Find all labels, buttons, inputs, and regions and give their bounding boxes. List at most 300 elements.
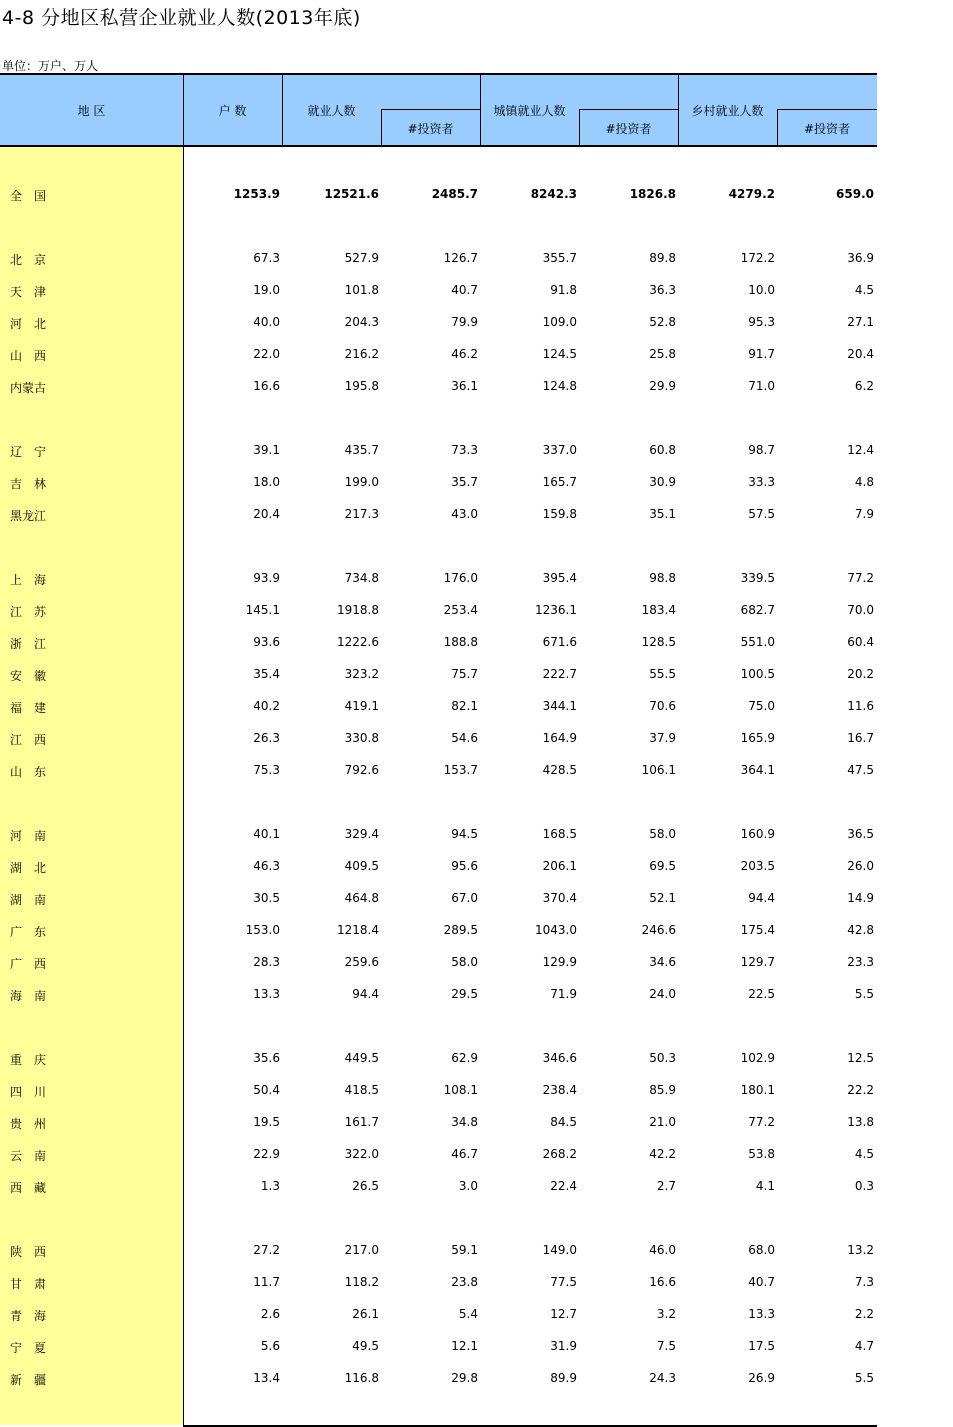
data-table [0,73,877,1427]
table-cell: 337.0 [542,443,577,457]
table-cell: 49.5 [352,1339,379,1353]
region-name: 甘 肃 [10,1277,47,1291]
region-name: 山 东 [10,765,47,779]
table-cell: 268.2 [542,1147,577,1161]
table-cell: 253.4 [443,603,478,617]
table-cell: 5.5 [854,987,874,1001]
region-name: 全 国 [10,189,47,203]
table-cell: 68.0 [748,1243,775,1257]
table-cell: 792.6 [344,763,379,777]
table-cell: 2485.7 [431,187,478,201]
table-cell: 435.7 [344,443,379,457]
table-row [0,248,877,268]
table-cell: 52.8 [649,315,676,329]
header-households: 户 数 [218,104,247,118]
subheader-line-3 [777,109,877,110]
table-cell: 364.1 [740,763,775,777]
table-cell: 93.6 [253,635,280,649]
table-cell: 7.3 [854,1275,874,1289]
table-cell: 16.6 [253,379,280,393]
table-cell: 153.7 [443,763,478,777]
table-cell: 175.4 [740,923,775,937]
table-cell: 67.0 [451,891,478,905]
table-row [0,1272,877,1292]
region-name: 浙 江 [10,637,47,651]
table-cell: 18.0 [253,475,280,489]
table-cell: 59.1 [451,1243,478,1257]
table-cell: 77.5 [550,1275,577,1289]
table-cell: 77.2 [847,571,874,585]
table-cell: 19.5 [253,1115,280,1129]
table-cell: 13.8 [847,1115,874,1129]
table-cell: 77.2 [748,1115,775,1129]
table-cell: 100.5 [740,667,775,681]
col-divider-3 [480,73,481,147]
table-cell: 4.8 [854,475,874,489]
region-column-background [0,147,183,1425]
table-cell: 94.5 [451,827,478,841]
table-cell: 42.2 [649,1147,676,1161]
table-cell: 164.9 [542,731,577,745]
table-cell: 206.1 [542,859,577,873]
table-row [0,760,877,780]
region-name: 新 疆 [10,1373,47,1387]
table-cell: 98.8 [649,571,676,585]
table-cell: 259.6 [344,955,379,969]
table-cell: 53.8 [748,1147,775,1161]
table-cell: 1918.8 [337,603,379,617]
table-cell: 36.3 [649,283,676,297]
col-divider-1 [282,73,283,147]
table-cell: 20.4 [253,507,280,521]
table-cell: 0.3 [854,1179,874,1193]
table-cell: 355.7 [542,251,577,265]
table-cell: 1.3 [260,1179,280,1193]
table-row [0,1144,877,1164]
table-cell: 79.9 [451,315,478,329]
table-row [0,824,877,844]
table-cell: 2.2 [854,1307,874,1321]
table-cell: 1218.4 [337,923,379,937]
table-cell: 222.7 [542,667,577,681]
table-cell: 69.5 [649,859,676,873]
table-cell: 46.2 [451,347,478,361]
table-cell: 13.3 [748,1307,775,1321]
header-employed: 就业人数 [307,104,356,118]
table-cell: 118.2 [344,1275,379,1289]
table-row [0,920,877,940]
table-row [0,1304,877,1324]
table-cell: 203.5 [740,859,775,873]
table-cell: 6.2 [854,379,874,393]
table-cell: 71.0 [748,379,775,393]
header-employed-investors: #投资者 [407,122,454,136]
table-row [0,728,877,748]
region-name: 黑龙江 [10,509,47,523]
table-cell: 1043.0 [535,923,577,937]
table-cell: 13.2 [847,1243,874,1257]
unit-note: 单位：万户、万人 [2,59,99,73]
table-cell: 395.4 [542,571,577,585]
region-name: 西 藏 [10,1181,47,1195]
table-cell: 30.5 [253,891,280,905]
table-cell: 75.7 [451,667,478,681]
table-cell: 22.2 [847,1083,874,1097]
table-cell: 323.2 [344,667,379,681]
table-row [0,376,877,396]
table-cell: 109.0 [542,315,577,329]
table-cell: 188.8 [443,635,478,649]
col-divider-2 [381,109,382,147]
table-cell: 1253.9 [233,187,280,201]
col-divider-6 [777,109,778,147]
table-row [0,312,877,332]
table-cell: 31.9 [550,1339,577,1353]
table-row [0,632,877,652]
table-cell: 13.3 [253,987,280,1001]
table-cell: 22.5 [748,987,775,1001]
table-cell: 36.1 [451,379,478,393]
col-divider-4 [579,109,580,147]
header-rural: 乡村就业人数 [691,104,764,118]
col-divider-5 [678,73,679,147]
table-cell: 70.0 [847,603,874,617]
region-name: 云 南 [10,1149,47,1163]
table-cell: 13.4 [253,1371,280,1385]
table-cell: 26.1 [352,1307,379,1321]
region-name: 安 徽 [10,669,47,683]
table-cell: 94.4 [352,987,379,1001]
table-cell: 91.7 [748,347,775,361]
table-cell: 659.0 [836,187,874,201]
table-cell: 58.0 [649,827,676,841]
top-border [0,73,877,75]
table-cell: 39.1 [253,443,280,457]
table-row [0,568,877,588]
table-cell: 124.8 [542,379,577,393]
table-cell: 12.5 [847,1051,874,1065]
table-cell: 176.0 [443,571,478,585]
table-cell: 91.8 [550,283,577,297]
table-cell: 149.0 [542,1243,577,1257]
table-cell: 124.5 [542,347,577,361]
table-cell: 34.8 [451,1115,478,1129]
table-cell: 5.4 [458,1307,478,1321]
table-cell: 160.9 [740,827,775,841]
table-cell: 409.5 [344,859,379,873]
table-cell: 71.9 [550,987,577,1001]
table-cell: 60.4 [847,635,874,649]
table-cell: 346.6 [542,1051,577,1065]
table-cell: 168.5 [542,827,577,841]
table-cell: 195.8 [344,379,379,393]
region-name: 贵 州 [10,1117,47,1131]
table-cell: 3.0 [458,1179,478,1193]
table-row [0,1080,877,1100]
table-cell: 671.6 [542,635,577,649]
table-cell: 85.9 [649,1083,676,1097]
table-cell: 10.0 [748,283,775,297]
region-name: 海 南 [10,989,47,1003]
table-cell: 50.4 [253,1083,280,1097]
table-cell: 153.0 [245,923,280,937]
table-cell: 19.0 [253,283,280,297]
table-cell: 7.9 [854,507,874,521]
region-name: 内蒙古 [10,381,47,395]
table-cell: 22.0 [253,347,280,361]
table-cell: 24.3 [649,1371,676,1385]
table-cell: 101.8 [344,283,379,297]
table-cell: 26.3 [253,731,280,745]
table-cell: 73.3 [451,443,478,457]
table-cell: 89.9 [550,1371,577,1385]
region-name: 河 北 [10,317,47,331]
table-row [0,280,877,300]
table-cell: 67.3 [253,251,280,265]
table-cell: 449.5 [344,1051,379,1065]
header-bottom-border [0,145,877,147]
page-title: 4-8 分地区私营企业就业人数(2013年底) [2,7,361,29]
table-cell: 60.8 [649,443,676,457]
table-cell: 50.3 [649,1051,676,1065]
table-cell: 55.5 [649,667,676,681]
table-cell: 84.5 [550,1115,577,1129]
table-cell: 12.4 [847,443,874,457]
table-cell: 161.7 [344,1115,379,1129]
table-cell: 159.8 [542,507,577,521]
table-cell: 40.1 [253,827,280,841]
region-name: 福 建 [10,701,47,715]
table-cell: 52.1 [649,891,676,905]
table-cell: 126.7 [443,251,478,265]
table-cell: 5.6 [260,1339,280,1353]
region-name: 四 川 [10,1085,47,1099]
table-cell: 12521.6 [324,187,379,201]
table-row [0,1048,877,1068]
table-cell: 98.7 [748,443,775,457]
table-cell: 217.3 [344,507,379,521]
table-cell: 29.9 [649,379,676,393]
table-cell: 8242.3 [530,187,577,201]
table-cell: 40.7 [451,283,478,297]
table-cell: 3.2 [656,1307,676,1321]
table-cell: 418.5 [344,1083,379,1097]
table-cell: 180.1 [740,1083,775,1097]
table-cell: 40.0 [253,315,280,329]
table-cell: 46.7 [451,1147,478,1161]
table-cell: 70.6 [649,699,676,713]
table-cell: 95.6 [451,859,478,873]
table-row [0,1112,877,1132]
table-cell: 95.3 [748,315,775,329]
table-cell: 322.0 [344,1147,379,1161]
table-cell: 246.6 [641,923,676,937]
table-cell: 145.1 [245,603,280,617]
table-row [0,1176,877,1196]
table-row [0,952,877,972]
table-cell: 216.2 [344,347,379,361]
region-name: 吉 林 [10,477,47,491]
table-cell: 27.2 [253,1243,280,1257]
col-divider-region [183,73,184,1427]
table-cell: 93.9 [253,571,280,585]
table-row [0,344,877,364]
table-cell: 62.9 [451,1051,478,1065]
table-cell: 20.2 [847,667,874,681]
table-row [0,440,877,460]
table-cell: 34.6 [649,955,676,969]
table-cell: 204.3 [344,315,379,329]
table-cell: 28.3 [253,955,280,969]
table-cell: 4279.2 [728,187,775,201]
region-name: 宁 夏 [10,1341,47,1355]
table-cell: 40.2 [253,699,280,713]
table-row [0,856,877,876]
subheader-line-2 [579,109,678,110]
region-name: 广 西 [10,957,47,971]
table-cell: 40.7 [748,1275,775,1289]
table-cell: 165.7 [542,475,577,489]
table-cell: 35.7 [451,475,478,489]
table-cell: 20.4 [847,347,874,361]
table-cell: 11.7 [253,1275,280,1289]
table-cell: 4.7 [854,1339,874,1353]
table-cell: 36.5 [847,827,874,841]
table-cell: 26.5 [352,1179,379,1193]
table-cell: 5.5 [854,1371,874,1385]
table-row [0,984,877,1004]
region-name: 青 海 [10,1309,47,1323]
table-cell: 58.0 [451,955,478,969]
table-cell: 25.8 [649,347,676,361]
table-cell: 419.1 [344,699,379,713]
table-cell: 217.0 [344,1243,379,1257]
region-name: 上 海 [10,573,47,587]
table-cell: 464.8 [344,891,379,905]
table-cell: 199.0 [344,475,379,489]
table-cell: 4.5 [854,1147,874,1161]
region-name: 广 东 [10,925,47,939]
region-name: 湖 北 [10,861,47,875]
table-cell: 23.8 [451,1275,478,1289]
table-cell: 36.9 [847,251,874,265]
table-cell: 1236.1 [535,603,577,617]
header-rural-investors: #投资者 [803,122,851,136]
table-cell: 1222.6 [337,635,379,649]
table-row [0,1240,877,1260]
table-cell: 129.9 [542,955,577,969]
table-cell: 57.5 [748,507,775,521]
table-cell: 75.3 [253,763,280,777]
table-cell: 527.9 [344,251,379,265]
region-name: 陕 西 [10,1245,47,1259]
table-row [0,664,877,684]
region-name: 湖 南 [10,893,47,907]
table-cell: 428.5 [542,763,577,777]
region-name: 天 津 [10,285,47,299]
header-urban-investors: #投资者 [605,122,652,136]
table-row [0,184,877,204]
table-row [0,888,877,908]
table-row [0,696,877,716]
region-name: 山 西 [10,349,47,363]
table-cell: 16.7 [847,731,874,745]
table-cell: 24.0 [649,987,676,1001]
table-cell: 21.0 [649,1115,676,1129]
table-cell: 26.0 [847,859,874,873]
region-name: 辽 宁 [10,445,47,459]
table-cell: 26.9 [748,1371,775,1385]
table-cell: 11.6 [847,699,874,713]
table-cell: 238.4 [542,1083,577,1097]
table-cell: 344.1 [542,699,577,713]
table-cell: 14.9 [847,891,874,905]
table-cell: 2.6 [260,1307,280,1321]
table-cell: 129.7 [740,955,775,969]
table-cell: 94.4 [748,891,775,905]
region-name: 江 西 [10,733,47,747]
table-cell: 30.9 [649,475,676,489]
table-cell: 33.3 [748,475,775,489]
table-cell: 116.8 [344,1371,379,1385]
table-cell: 1826.8 [629,187,676,201]
table-cell: 172.2 [740,251,775,265]
table-cell: 35.4 [253,667,280,681]
region-name: 河 南 [10,829,47,843]
table-cell: 35.1 [649,507,676,521]
table-cell: 183.4 [641,603,676,617]
table-cell: 551.0 [740,635,775,649]
table-cell: 7.5 [656,1339,676,1353]
table-cell: 42.8 [847,923,874,937]
table-cell: 4.1 [755,1179,775,1193]
table-cell: 17.5 [748,1339,775,1353]
region-name: 北 京 [10,253,47,267]
table-cell: 370.4 [542,891,577,905]
table-cell: 54.6 [451,731,478,745]
table-cell: 12.7 [550,1307,577,1321]
table-row [0,1336,877,1356]
table-cell: 16.6 [649,1275,676,1289]
header-region: 地 区 [77,104,106,118]
header-urban: 城镇就业人数 [493,104,566,118]
table-cell: 75.0 [748,699,775,713]
table-cell: 2.7 [656,1179,676,1193]
table-cell: 43.0 [451,507,478,521]
table-cell: 165.9 [740,731,775,745]
table-row [0,1368,877,1388]
table-cell: 682.7 [740,603,775,617]
table-cell: 47.5 [847,763,874,777]
table-row [0,504,877,524]
table-cell: 35.6 [253,1051,280,1065]
table-cell: 29.5 [451,987,478,1001]
table-cell: 128.5 [641,635,676,649]
table-cell: 22.4 [550,1179,577,1193]
table-cell: 27.1 [847,315,874,329]
table-cell: 22.9 [253,1147,280,1161]
table-cell: 82.1 [451,699,478,713]
table-cell: 329.4 [344,827,379,841]
region-name: 江 苏 [10,605,47,619]
table-cell: 330.8 [344,731,379,745]
table-row [0,472,877,492]
table-row [0,600,877,620]
table-cell: 89.8 [649,251,676,265]
table-cell: 108.1 [443,1083,478,1097]
table-cell: 289.5 [443,923,478,937]
subheader-line-1 [381,109,480,110]
